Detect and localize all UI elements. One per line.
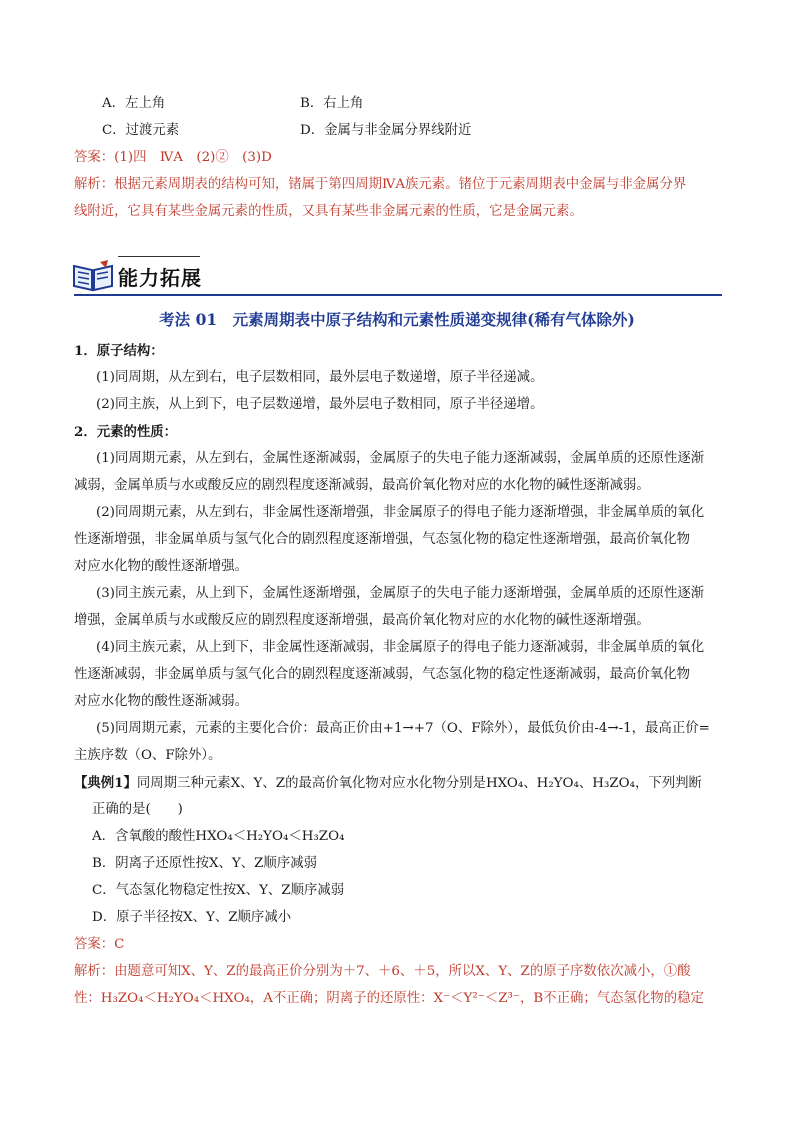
method-heading: 考法 01 元素周期表中原子结构和元素性质递变规律(稀有气体除外)	[159, 310, 635, 329]
props-title: 2．元素的性质：	[74, 424, 178, 440]
props-p2-l1: (2)同周期元素，从左到右，非金属性逐渐增强，非金属原子的得电子能力逐渐增强，非金属单质的氧化	[96, 505, 705, 520]
example-option-b: B．阴离子还原性按X、Y、Z顺序减弱	[92, 856, 317, 871]
example-tag: 【典例1】	[74, 775, 137, 791]
explanation-1-line1: 解析：根据元素周期表的结构可知，锗属于第四周期ⅣA族元素。锗位于元素周期表中金属与非金属分界	[74, 177, 687, 192]
option-c: C．过渡元素	[102, 123, 180, 138]
example-answer: 答案：C	[74, 937, 125, 952]
props-p5-l2: 主族序数（O、F除外）。	[74, 748, 222, 763]
atomic-p1: (1)同周期，从左到右，电子层数相同，最外层电子数递增，原子半径递减。	[96, 370, 544, 385]
example-option-a: A．含氧酸的酸性HXO₄＜H₂YO₄＜H₃ZO₄	[92, 829, 345, 844]
props-p3-l1: (3)同主族元素，从上到下，金属性逐渐增强，金属原子的失电子能力逐渐增强，金属单质的还原性逐渐	[96, 586, 705, 601]
option-d: D．金属与非金属分界线附近	[300, 123, 472, 138]
example-option-d: D．原子半径按X、Y、Z顺序减小	[92, 910, 292, 925]
header-rule	[74, 294, 722, 296]
props-p4-l2: 性逐渐减弱，非金属单质与氢气化合的剧烈程度逐渐减弱，气态氢化物的稳定性逐渐减弱，最高价氧化物	[74, 667, 690, 682]
atomic-title: 1．原子结构：	[74, 343, 164, 359]
props-p2-l3: 对应水化物的酸性逐渐增强。	[74, 559, 249, 574]
props-p3-l2: 增强，金属单质与水或酸反应的剧烈程度逐渐增强，最高价氧化物对应的水化物的碱性逐渐增强。	[74, 613, 650, 628]
props-p1-l1: (1)同周期元素，从左到右，金属性逐渐减弱，金属原子的失电子能力逐渐减弱，金属单质的还原性逐渐	[96, 451, 705, 466]
example-stem-l1	[74, 772, 702, 795]
props-p4-l3: 对应水化物的酸性逐渐减弱。	[74, 694, 249, 709]
option-b: B．右上角	[300, 96, 364, 111]
props-p4-l1: (4)同主族元素，从上到下，非金属性逐渐减弱，非金属原子的得电子能力逐渐减弱，非金属单质的氧化	[96, 640, 705, 655]
example-stem-l2: 正确的是( )	[92, 802, 183, 817]
props-p1-l2: 减弱，金属单质与水或酸反应的剧烈程度逐渐减弱，最高价氧化物对应的水化物的碱性逐渐减弱。	[74, 478, 650, 493]
answer-1: 答案：(1)四 ⅣA (2)② (3)D	[74, 150, 272, 165]
example-explanation-l2: 性：H₃ZO₄＜H₂YO₄＜HXO₄，A不正确；阴离子的还原性：X⁻＜Y²⁻＜Z³⁻，B不正确；气态氢化物的稳定	[74, 991, 704, 1006]
explanation-1-line2: 线附近，它具有某些金属元素的性质，又具有某些非金属元素的性质，它是金属元素。	[74, 204, 583, 219]
example-explanation-l1: 解析：由题意可知X、Y、Z的最高正价分别为＋7、＋6、＋5，所以X、Y、Z的原子序数依次减小，①酸	[74, 964, 691, 979]
atomic-p2: (2)同主族，从上到下，电子层数递增，最外层电子数相同，原子半径递增。	[96, 397, 544, 412]
example-option-c: C．气态氢化物稳定性按X、Y、Z顺序减弱	[92, 883, 345, 898]
props-p5-l1: (5)同周期元素，元素的主要化合价：最高正价由+1→+7（O、F除外），最低负价由-4→-1，最高正价=	[96, 721, 710, 736]
book-icon	[72, 258, 114, 292]
example-stem-text: 同周期三种元素X、Y、Z的最高价氧化物对应水化物分别是HXO₄、H₂YO₄、H₃ZO₄，下列判断	[136, 776, 702, 791]
option-a: A．左上角	[102, 96, 166, 111]
section-title: 能力拓展	[118, 266, 202, 290]
props-p2-l2: 性逐渐增强，非金属单质与氢气化合的剧烈程度逐渐增强，气态氢化物的稳定性逐渐增强，最高价氧化物	[74, 532, 690, 547]
header-top-rule	[118, 256, 200, 257]
